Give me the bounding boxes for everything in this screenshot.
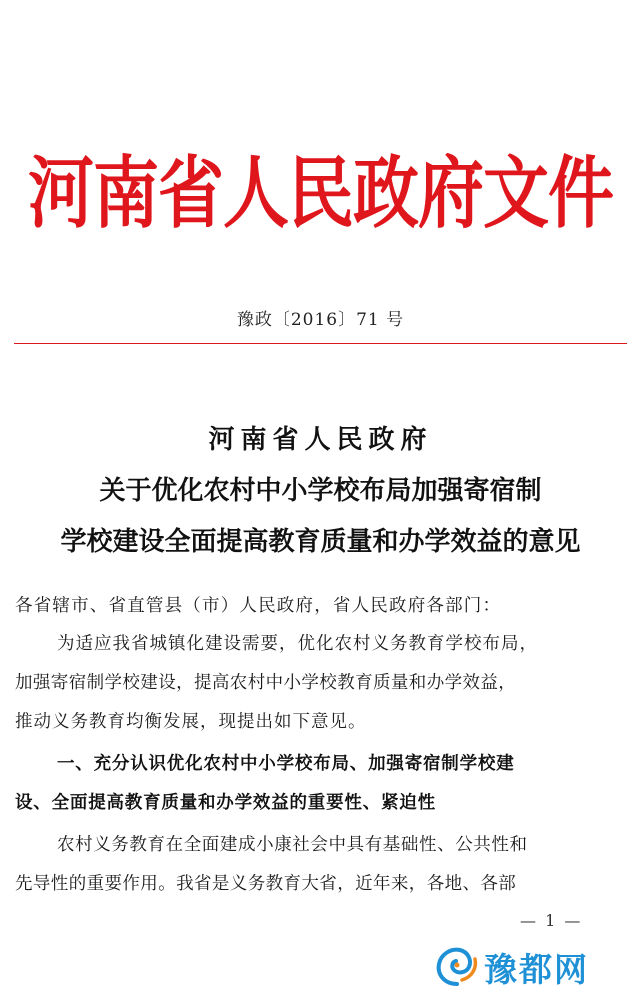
red-divider-line [14,343,627,344]
watermark-text: 豫都网 [484,950,589,989]
paragraph-line: 先导性的重要作用。我省是义务教育大省，近年来，各地、各部 [15,874,517,894]
document-title-line-1: 河南省人民政府 [208,425,433,455]
masthead-title: 河南省人民政府文件 [28,147,613,240]
section-heading-line: 设、全面提高教育质量和办学效益的重要性、紧迫性 [15,793,436,813]
paragraph-line: 为适应我省城镇化建设需要，优化农村义务教育学校布局， [57,634,538,654]
paragraph-line: 农村义务教育在全面建成小康社会中具有基础性、公共性和 [57,835,528,855]
document-number: 豫政〔2016〕71 号 [236,310,405,330]
paragraph-line: 加强寄宿制学校建设，提高农村中小学校教育质量和办学效益， [15,673,517,693]
page-number: — 1 — [520,911,583,930]
document-title-line-3: 学校建设全面提高教育质量和办学效益的意见 [60,527,581,557]
paragraph-line: 推动义务教育均衡发展，现提出如下意见。 [15,712,367,732]
salutation: 各省辖市、省直管县（市）人民政府，省人民政府各部门： [15,596,502,616]
document-title-line-2: 关于优化农村中小学校布局加强寄宿制 [99,476,542,506]
site-watermark [432,940,632,990]
section-heading-line: 一、充分认识优化农村中小学校布局、加强寄宿制学校建 [57,754,515,774]
swirl-logo-icon [432,940,482,990]
